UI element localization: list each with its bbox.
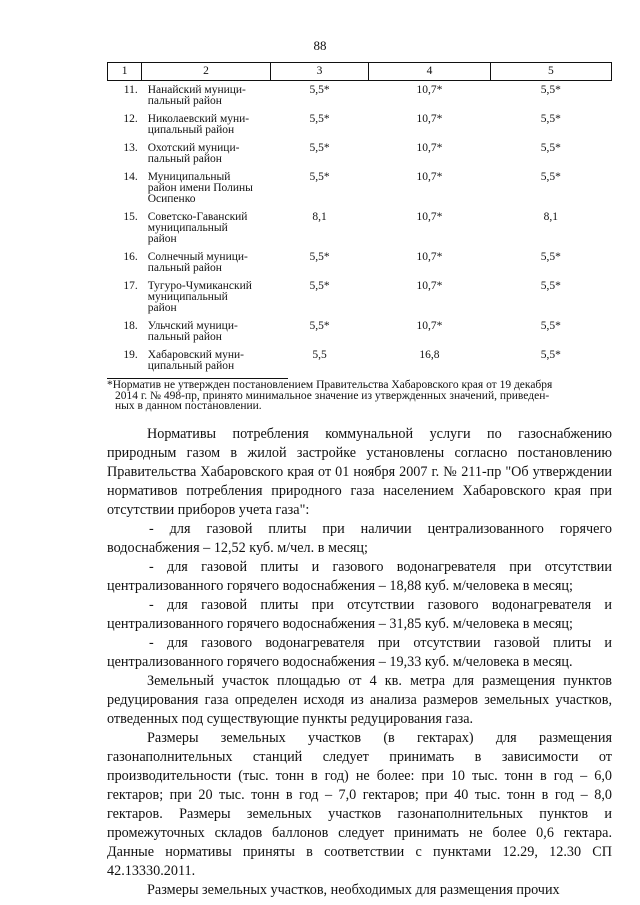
value-cell: 10,7* [416, 320, 443, 332]
value-cell: 5,5 [312, 349, 327, 361]
value-cell: 5,5* [309, 320, 330, 332]
value-cell: 5,5* [540, 320, 561, 332]
value-cell: 5,5* [309, 84, 330, 96]
table-header-row [108, 63, 612, 81]
table-row [108, 81, 612, 111]
district-name: Солнечный муници- пальный район [147, 251, 248, 274]
value-cell: 10,7* [416, 171, 443, 183]
district-name: Нанайский муници- пальный район [147, 84, 246, 107]
table-row [108, 277, 612, 317]
district-name: Муниципальный район имени Полины Осипенко [147, 171, 253, 205]
paragraph: Размеры земельных участков (в гектарах) для размещения газонаполнительных станций следует принимать в зависимости от производительности (тыс. тонн в год) не более: при 10 тыс. тонн в год – 6,0 гектаров; при 20 тыс. тонн в год – 7,0 гектаров; при 40 тыс. тонн в год – 8,0 гектаров. Размеры земельных участков газонаполнительных пунктов и промежуточных складов баллонов следует принимать не более 0,6 гектара. Данные нормативы приняты в соответствии с пунктами 12.29, 12.30 СП 42.13330.2011. [107, 730, 612, 879]
footnote [107, 380, 612, 412]
header-cell: 4 [369, 63, 490, 81]
district-name: Охотский муници- пальный район [147, 142, 240, 165]
value-cell: 8,1 [543, 211, 558, 223]
norms-table [107, 62, 612, 375]
paragraph: Нормативы потребления коммунальной услуги по газоснабжению природным газом в жилой застройке установлены согласно постановлению Правительства Хабаровского края от 01 ноября 2007 г. № 211-пр "Об утверждении нормативов потребления природного газа населением Хабаровского края при отсутствии приборов учета газа": [107, 426, 612, 518]
value-cell: 5,5* [540, 142, 561, 154]
footnote-line: *Норматив не утвержден постановлением Правительства Хабаровского края от 19 декабря [107, 379, 553, 391]
district-name: Николаевский муни- ципальный район [147, 113, 250, 136]
value-cell: 8,1 [312, 211, 327, 223]
table-row [108, 208, 612, 248]
header-cell: 2 [142, 63, 271, 81]
footnote-line: 2014 г. № 498-пр, принято минимальное значение из утвержденных значений, приведен- [115, 389, 550, 402]
value-cell: 5,5* [309, 142, 330, 154]
table-row [108, 110, 612, 139]
row-number: 15. [123, 211, 138, 223]
header-cell: 1 [108, 63, 142, 81]
row-number: 11. [123, 84, 138, 96]
value-cell: 5,5* [540, 84, 561, 96]
row-number: 16. [123, 251, 138, 263]
row-number: 13. [123, 142, 138, 154]
paragraph: Земельный участок площадью от 4 кв. метра для размещения пунктов редуцирования газа определен исходя из анализа размеров земельных участков, отведенных под существующие пункты редуцирования газа. [107, 673, 612, 727]
table-row [108, 139, 612, 168]
table-row [108, 248, 612, 277]
row-number: 17. [123, 280, 138, 292]
value-cell: 10,7* [416, 251, 443, 263]
table-row [108, 317, 612, 346]
district-name: Тугуро-Чумиканский муниципальный район [147, 280, 252, 314]
value-cell: 5,5* [309, 251, 330, 263]
value-cell: 16,8 [419, 349, 440, 361]
table-row [108, 168, 612, 208]
value-cell: 5,5* [540, 251, 561, 263]
value-cell: 5,5* [540, 349, 561, 361]
row-number: 18. [123, 320, 138, 332]
body-text [107, 425, 612, 900]
row-number: 14. [123, 171, 138, 183]
row-number: 12. [123, 113, 138, 125]
paragraph: Размеры земельных участков, необходимых для размещения прочих [147, 882, 560, 898]
district-name: Хабаровский муни- ципальный район [147, 349, 244, 372]
row-number: 19. [123, 349, 138, 361]
value-cell: 5,5* [540, 171, 561, 183]
page-number: 88 [313, 38, 327, 53]
list-item: - для газового водонагревателя при отсутствии газовой плиты и централизованного горячего водоснабжения – 19,33 куб. м/человека в месяц. [107, 635, 612, 670]
header-cell: 5 [490, 63, 611, 81]
value-cell: 10,7* [416, 84, 443, 96]
list-item: - для газовой плиты при отсутствии газового водонагревателя и централизованного горячего водоснабжения – 31,85 куб. м/человека в месяц; [107, 597, 612, 632]
value-cell: 10,7* [416, 211, 443, 223]
header-cell: 3 [270, 63, 369, 81]
value-cell: 5,5* [540, 280, 561, 292]
value-cell: 10,7* [416, 280, 443, 292]
list-item: - для газовой плиты и газового водонагревателя при отсутствии централизованного горячего водоснабжения – 18,88 куб. м/человека в месяц; [107, 559, 612, 594]
value-cell: 5,5* [309, 171, 330, 183]
table-row [108, 346, 612, 375]
value-cell: 5,5* [540, 113, 561, 125]
value-cell: 10,7* [416, 142, 443, 154]
district-name: Ульчский муници- пальный район [147, 320, 238, 343]
value-cell: 5,5* [309, 280, 330, 292]
value-cell: 10,7* [416, 113, 443, 125]
list-item: - для газовой плиты при наличии централизованного горячего водоснабжения – 12,52 куб. м/чел. в месяц; [107, 521, 612, 556]
footnote-line: ных в данном постановлении. [115, 400, 262, 412]
value-cell: 5,5* [309, 113, 330, 125]
district-name: Советско-Гаванский муниципальный район [147, 211, 248, 245]
